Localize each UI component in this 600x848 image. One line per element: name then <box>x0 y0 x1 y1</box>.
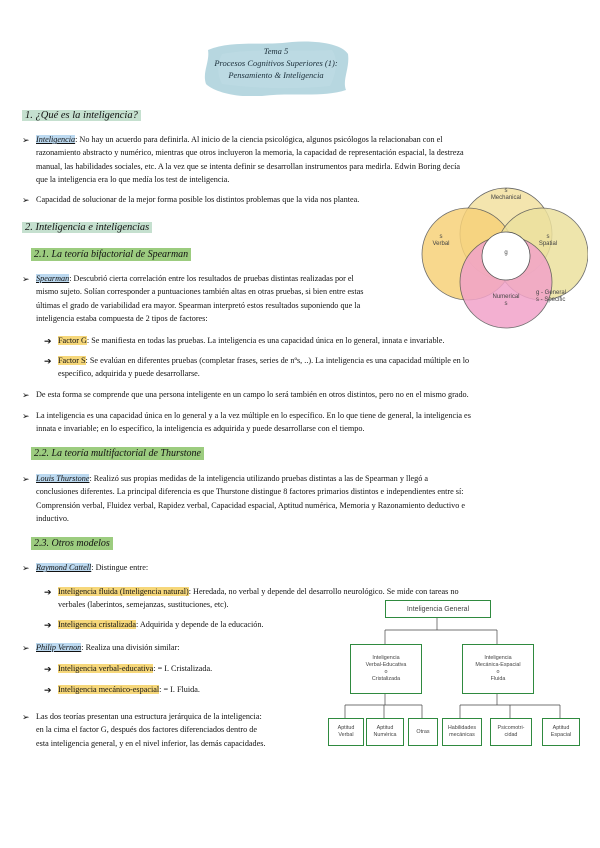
paragraph-thurstone: Louis Thurstone: Realizó sus propias medidas de la inteligencia utilizando pruebas distintas a las de Spearman y llegó a conclusiones diferentes. La principal diferencia es que Thurstone distingue 8 factores primarios distintos e independientes entre sí: Comprensión verbal, Fluidez verbal, Rapidez verbal, Capacidad espacial, Aptitud numérica, Memoria y Razonamiento deductivo e inductivo. <box>36 474 466 524</box>
paragraph-fluida: Inteligencia fluida (Inteligencia natural): Heredada, no verbal y depende del desarrollo neurológico. Se mide con tareas no verbales (laberintos, semejanzas, sustituciones, etc). <box>58 587 459 610</box>
bullet-arrow-icon: ➢ <box>22 643 30 653</box>
tree-leaf-aptitud-espacial: Aptitud Espacial <box>542 718 580 746</box>
bullet-arrow-icon: ➢ <box>22 563 30 573</box>
paragraph-factor-g: Factor G: Se manifiesta en todas las pruebas. La inteligencia es una capacidad única en lo general, innata e invariable. <box>58 336 445 345</box>
header-line3: Pensamiento & Inteligencia <box>228 70 324 80</box>
bullet-arrow-icon: ➢ <box>22 195 30 205</box>
venn-label-g: g <box>504 250 508 256</box>
paragraph-factor-s: Factor S: Se evalúan en diferentes pruebas (completar frases, series de nºs, ..). La inteligencia es una capacidad múltiple en lo específico, adquirida y puede desarrollarse. <box>58 356 470 379</box>
header-line1: Tema 5 <box>263 46 289 56</box>
bullet-arrow-icon: ➢ <box>22 474 30 484</box>
bullet-arrow-icon: ➔ <box>44 336 52 346</box>
bullet-arrow-icon: ➔ <box>44 587 52 597</box>
venn-label-mechanical: s Mechanical <box>490 188 522 201</box>
section-2-3-title: 2.3. Otros modelos <box>31 537 113 550</box>
bullet-arrow-icon: ➢ <box>22 411 30 421</box>
section-2-1-title: 2.1. La teoría bifactorial de Spearman <box>31 248 191 261</box>
tree-node-verbal-educativa: Inteligencia Verbal-Educativa o Cristalizada <box>350 644 422 694</box>
paragraph-cattell: Raymond Cattell: Distingue entre: <box>36 563 149 572</box>
tree-leaf-habilidades-mecanicas: Habilidades mecánicas <box>442 718 482 746</box>
bullet-arrow-icon: ➔ <box>44 664 52 674</box>
bullet-arrow-icon: ➔ <box>44 620 52 630</box>
paragraph-de-esta-forma: De esta forma se comprende que una persona inteligente en un campo lo será también en otros distintos, pero no en el mismo grado. <box>36 390 469 399</box>
paragraph-capacidad: Capacidad de solucionar de la mejor forma posible los distintos problemas que la vida nos plantea. <box>36 195 360 204</box>
section-2-title: 2. Inteligencia e inteligencias <box>22 222 152 233</box>
tree-leaf-aptitud-verbal: Aptitud Verbal <box>328 718 364 746</box>
tree-leaf-aptitud-numerica: Aptitud Numérica <box>366 718 404 746</box>
bullet-arrow-icon: ➔ <box>44 685 52 695</box>
paragraph-spearman: Spearman: Descubrió cierta correlación entre los resultados de pruebas distintas realizadas por el mismo sujeto. Solían corresponder a puntuaciones también altas en otras pruebas, si bien entre estas últimas el grado de variabilidad era mayor. Spearman interpretó estos resultados suponiendo que la inteligencia estaba compuesta de 2 tipos de factores: <box>36 274 364 324</box>
tree-leaf-psicomotricidad: Psicomotri- cidad <box>490 718 532 746</box>
paragraph-vernon: Philip Vernon: Realiza una división similar: <box>36 643 180 652</box>
paragraph-cristalizada: Inteligencia cristalizada: Adquirida y depende de la educación. <box>58 620 264 629</box>
bullet-arrow-icon: ➔ <box>44 356 52 366</box>
tree-node-mecanica-espacial: Inteligencia Mecánica-Espacial o Fluida <box>462 644 534 694</box>
bullet-arrow-icon: ➢ <box>22 390 30 400</box>
paragraph-inteligencia: Inteligencia: No hay un acuerdo para definirla. Al inicio de la ciencia psicológica, algunos psicólogos la relacionaban con el razonamiento abstracto y numérico, mientras que otros incluyeron la memoria, la capacidad de representación espacial, la destreza manual, las habilidades sociales, etc. A la vez que se intenta definir se desarrollan instrumentos para medirla. Edwin Boring decía que la inteligencia era lo que medía los test de inteligencia. <box>36 135 464 185</box>
venn-label-spatial: s Spatial <box>538 234 558 247</box>
bullet-arrow-icon: ➢ <box>22 712 30 722</box>
paragraph-mecanico-espacial: Inteligencia mecánico-espacial: = I. Fluida. <box>58 685 200 694</box>
paragraph-dos-teorias: Las dos teorías presentan una estructura jerárquica de la inteligencia: en la cima el factor G, después dos factores diferenciados dentro de esta inteligencia general, y en el nivel inferior, las demás capacidades. <box>36 712 266 748</box>
bullet-arrow-icon: ➢ <box>22 274 30 284</box>
venn-label-numerical: Numerical s <box>492 294 520 307</box>
tree-leaf-otras: Otras <box>408 718 438 746</box>
section-1-title: 1. ¿Qué es la inteligencia? <box>22 110 141 121</box>
bullet-arrow-icon: ➢ <box>22 135 30 145</box>
paragraph-capacidad-unica: La inteligencia es una capacidad única en lo general y a la vez múltiple en lo específico. En lo que tiene de general, la inteligencia es innata e invariable; en lo específico, la inteligencia es adquirida y puede desarrollarse con el tiempo. <box>36 411 471 434</box>
section-2-2-title: 2.2. La teoría multifactorial de Thurstone <box>31 447 204 460</box>
paragraph-verbal-educativa: Inteligencia verbal-educativa: = I. Cristalizada. <box>58 664 213 673</box>
tree-root: Inteligencia General <box>385 600 491 618</box>
header-line2: Procesos Cognitivos Superiores (1): <box>214 58 338 68</box>
venn-legend-g: g - General <box>536 290 567 296</box>
venn-label-verbal: s Verbal <box>432 234 450 247</box>
venn-legend-s: s - Specific <box>536 297 566 303</box>
